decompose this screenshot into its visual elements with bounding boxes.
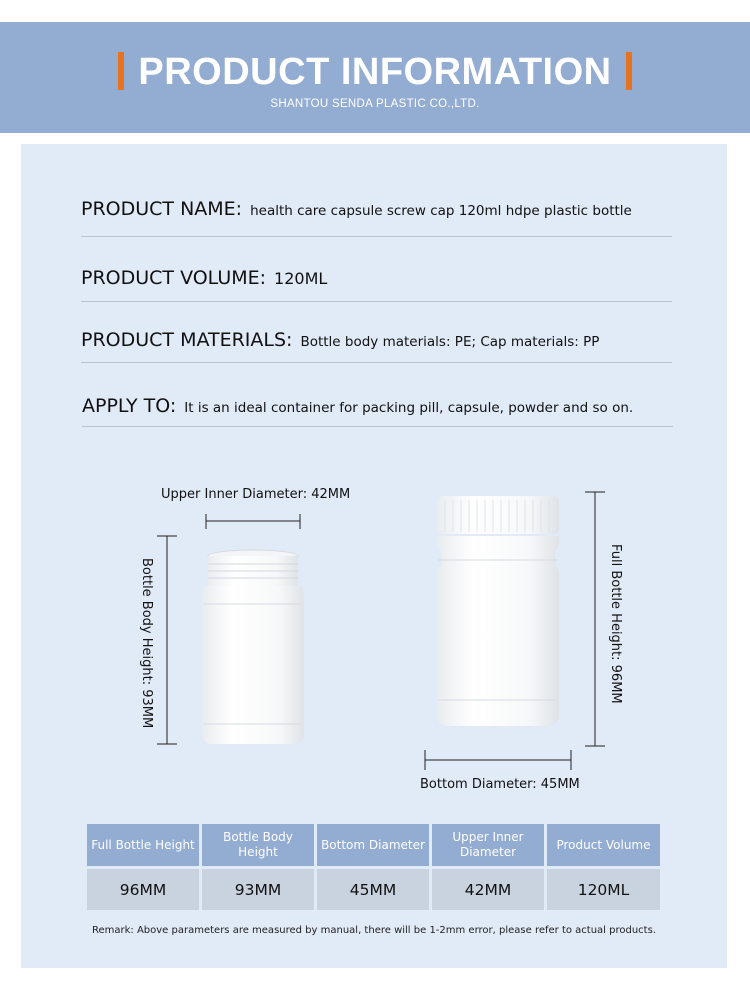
body-height-marker: [157, 536, 177, 744]
table-value-cell: 120ML: [547, 869, 660, 910]
info-value: health care capsule screw cap 120ml hdpe plastic bottle: [250, 203, 632, 219]
upper-diameter-marker: [206, 514, 300, 529]
table-value-cell: 93MM: [202, 869, 314, 910]
table-header-cell: Product Volume: [547, 824, 660, 866]
table-header-cell: Full Bottle Height: [87, 824, 199, 866]
info-row-product-materials: [81, 329, 672, 363]
info-row-product-volume: [81, 267, 672, 302]
header-banner: [0, 22, 750, 133]
bottom-diameter-marker: [425, 750, 571, 770]
full-height-label: Full Bottle Height: 96MM: [608, 544, 623, 704]
full-bottle-image: [437, 496, 559, 726]
accent-bar-left: [118, 52, 124, 90]
table-value-cell: 45MM: [317, 869, 429, 910]
table-header-cell: Bottom Diameter: [317, 824, 429, 866]
remark-note: Remark: Above parameters are measured by manual, there will be 1-2mm error, please refer to actual products.: [91, 925, 656, 936]
info-value: Bottle body materials: PE; Cap materials: PP: [300, 334, 600, 350]
content-panel: [21, 144, 727, 968]
page-title: [0, 50, 750, 94]
info-value: 120ML: [274, 269, 328, 288]
bottle-body-image: [202, 550, 304, 744]
page-title-text: PRODUCT INFORMATION: [138, 51, 612, 93]
bottom-diameter-label: Bottom Diameter: 45MM: [420, 777, 580, 792]
body-height-label: Bottle Body Height: 93MM: [139, 558, 154, 729]
company-name: SHANTOU SENDA PLASTIC CO.,LTD.: [270, 98, 480, 110]
table-header-cell: Upper Inner Diameter: [432, 824, 544, 866]
accent-bar-right: [626, 52, 632, 90]
info-row-product-name: [81, 198, 672, 237]
info-value: It is an ideal container for packing pill, capsule, powder and so on.: [184, 400, 634, 416]
upper-diameter-label: Upper Inner Diameter: 42MM: [161, 487, 351, 502]
table-value-cell: 96MM: [87, 869, 199, 910]
info-row-apply-to: [82, 395, 673, 427]
full-height-marker: [585, 492, 605, 746]
table-header-cell: Bottle Body Height: [202, 824, 314, 866]
info-label: PRODUCT NAME:: [81, 198, 243, 220]
table-value-cell: 42MM: [432, 869, 544, 910]
info-label: PRODUCT VOLUME:: [81, 267, 267, 289]
info-label: PRODUCT MATERIALS:: [81, 329, 293, 351]
info-label: APPLY TO:: [82, 395, 177, 417]
